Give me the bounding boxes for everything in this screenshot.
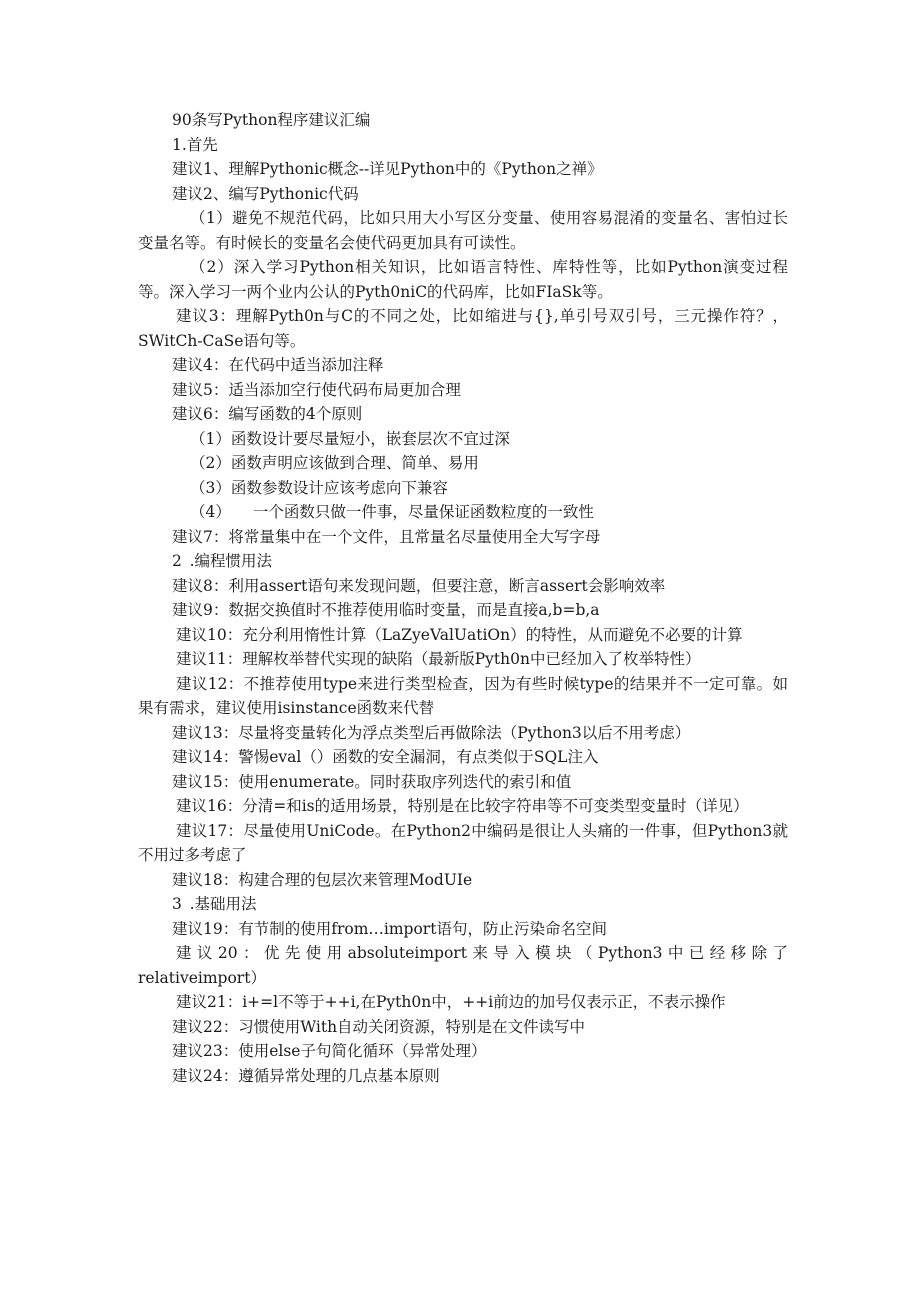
list-item-number: （4）: [190, 503, 231, 521]
paragraph: 建议3：理解Pyth0n与C的不同之处，比如缩进与{},单引号双引号，三元操作符？，SWitCh-CaSe语句等。: [138, 307, 788, 350]
section-heading-3: 3 .基础用法: [172, 895, 257, 913]
text-line: 建议11：理解枚举替代实现的缺陷（最新版Pyth0n中已经加入了枚举特性）: [176, 650, 701, 668]
paragraph: 建议16：分清=和is的适用场景，特别是在比较字符串等不可变类型变量时（详见）: [176, 797, 749, 815]
text-line: 建议7：将常量集中在一个文件，且常量名尽量使用全大写字母: [172, 527, 601, 546]
text-line: 建议13：尽量将变量转化为浮点类型后再做除法（Python3以后不用考虑）: [172, 723, 691, 742]
paragraph: 建议10：充分利用惰性计算（LaZyeValUatiOn）的特性，从而避免不必要的计算: [176, 625, 743, 644]
section-heading-1: 1.首先: [172, 135, 218, 154]
text-line: 建议23：使用else子句简化循环（异常处理）: [172, 1042, 487, 1060]
text-line: 建议5：适当添加空行使代码布局更加合理: [172, 380, 461, 399]
list-item: （3）函数参数设计应该考虑向下兼容: [190, 478, 448, 497]
text-line: 建议14：警惕eval（）函数的安全漏洞，有点类似于SQL注入: [172, 748, 599, 766]
list-item: （1）函数设计要尽量短小，嵌套层次不宜过深: [190, 429, 510, 448]
text-line: 建议6：编写函数的4个原则: [172, 405, 363, 423]
text-line: 建议1、理解Pythonic概念--详见Python中的《Python之禅》: [172, 160, 603, 178]
paragraph: 建议21：i+=l不等于++i,在Pyth0n中，++i前边的加号仅表示正，不表示操作: [176, 993, 726, 1011]
text-line: 建议22：习惯使用With自动关闭资源，特别是在文件读写中: [172, 1017, 586, 1036]
text-line: 建议8：利用assert语句来发现问题，但要注意，断言assert会影响效率: [172, 576, 666, 595]
paragraph: （1）避免不规范代码，比如只用大小写区分变量、使用容易混淆的变量名、害怕过长变量名等。有时候长的变量名会使代码更加具有可读性。: [138, 209, 788, 252]
text-line: 建议9：数据交换值时不推荐使用临时变量，而是直接a,b=b,a: [172, 601, 600, 619]
text-line: 建议2、编写Pythonic代码: [172, 184, 359, 203]
list-item-text: 一个函数只做一件事，尽量保证函数粒度的一致性: [252, 503, 594, 521]
list-item: [138, 500, 788, 525]
paragraph: （2）深入学习Python相关知识，比如语言特性、库特性等，比如Python演变过程等。深入学习一两个业内公认的Pyth0niC的代码库，比如FIaSk等。: [138, 258, 788, 301]
text-line: 建议18：构建合理的包层次来管理ModUIe: [172, 870, 473, 889]
list-item: （2）函数声明应该做到合理、简单、易用: [190, 454, 479, 472]
paragraph: 建议12：不推荐使用type来进行类型检查，因为有些时候type的结果并不一定可靠。如果有需求，建议使用isinstance函数来代替: [138, 674, 788, 717]
text-line: 建议19：有节制的使用from…import语句，防止污染命名空间: [172, 919, 607, 938]
text-line: 建议24：遵循异常处理的几点基本原则: [172, 1066, 440, 1085]
document-title: 90条写Python程序建议汇编: [172, 111, 371, 129]
paragraph: 建议17：尽量使用UniCode。在Python2中编码是很让人头痛的一件事，但Python3就不用过多考虑了: [138, 821, 788, 864]
section-heading-2: 2 .编程惯用法: [172, 552, 273, 570]
text-line: 建议4：在代码中适当添加注释: [172, 356, 384, 374]
text-line: 建议15：使用enumerate。同时获取序列迭代的索引和值: [172, 772, 572, 791]
document-body: [138, 108, 788, 1088]
paragraph: 建议20：优先使用absoluteimport来导入模块（Python3中已经移除了relativeimport）: [138, 944, 788, 987]
